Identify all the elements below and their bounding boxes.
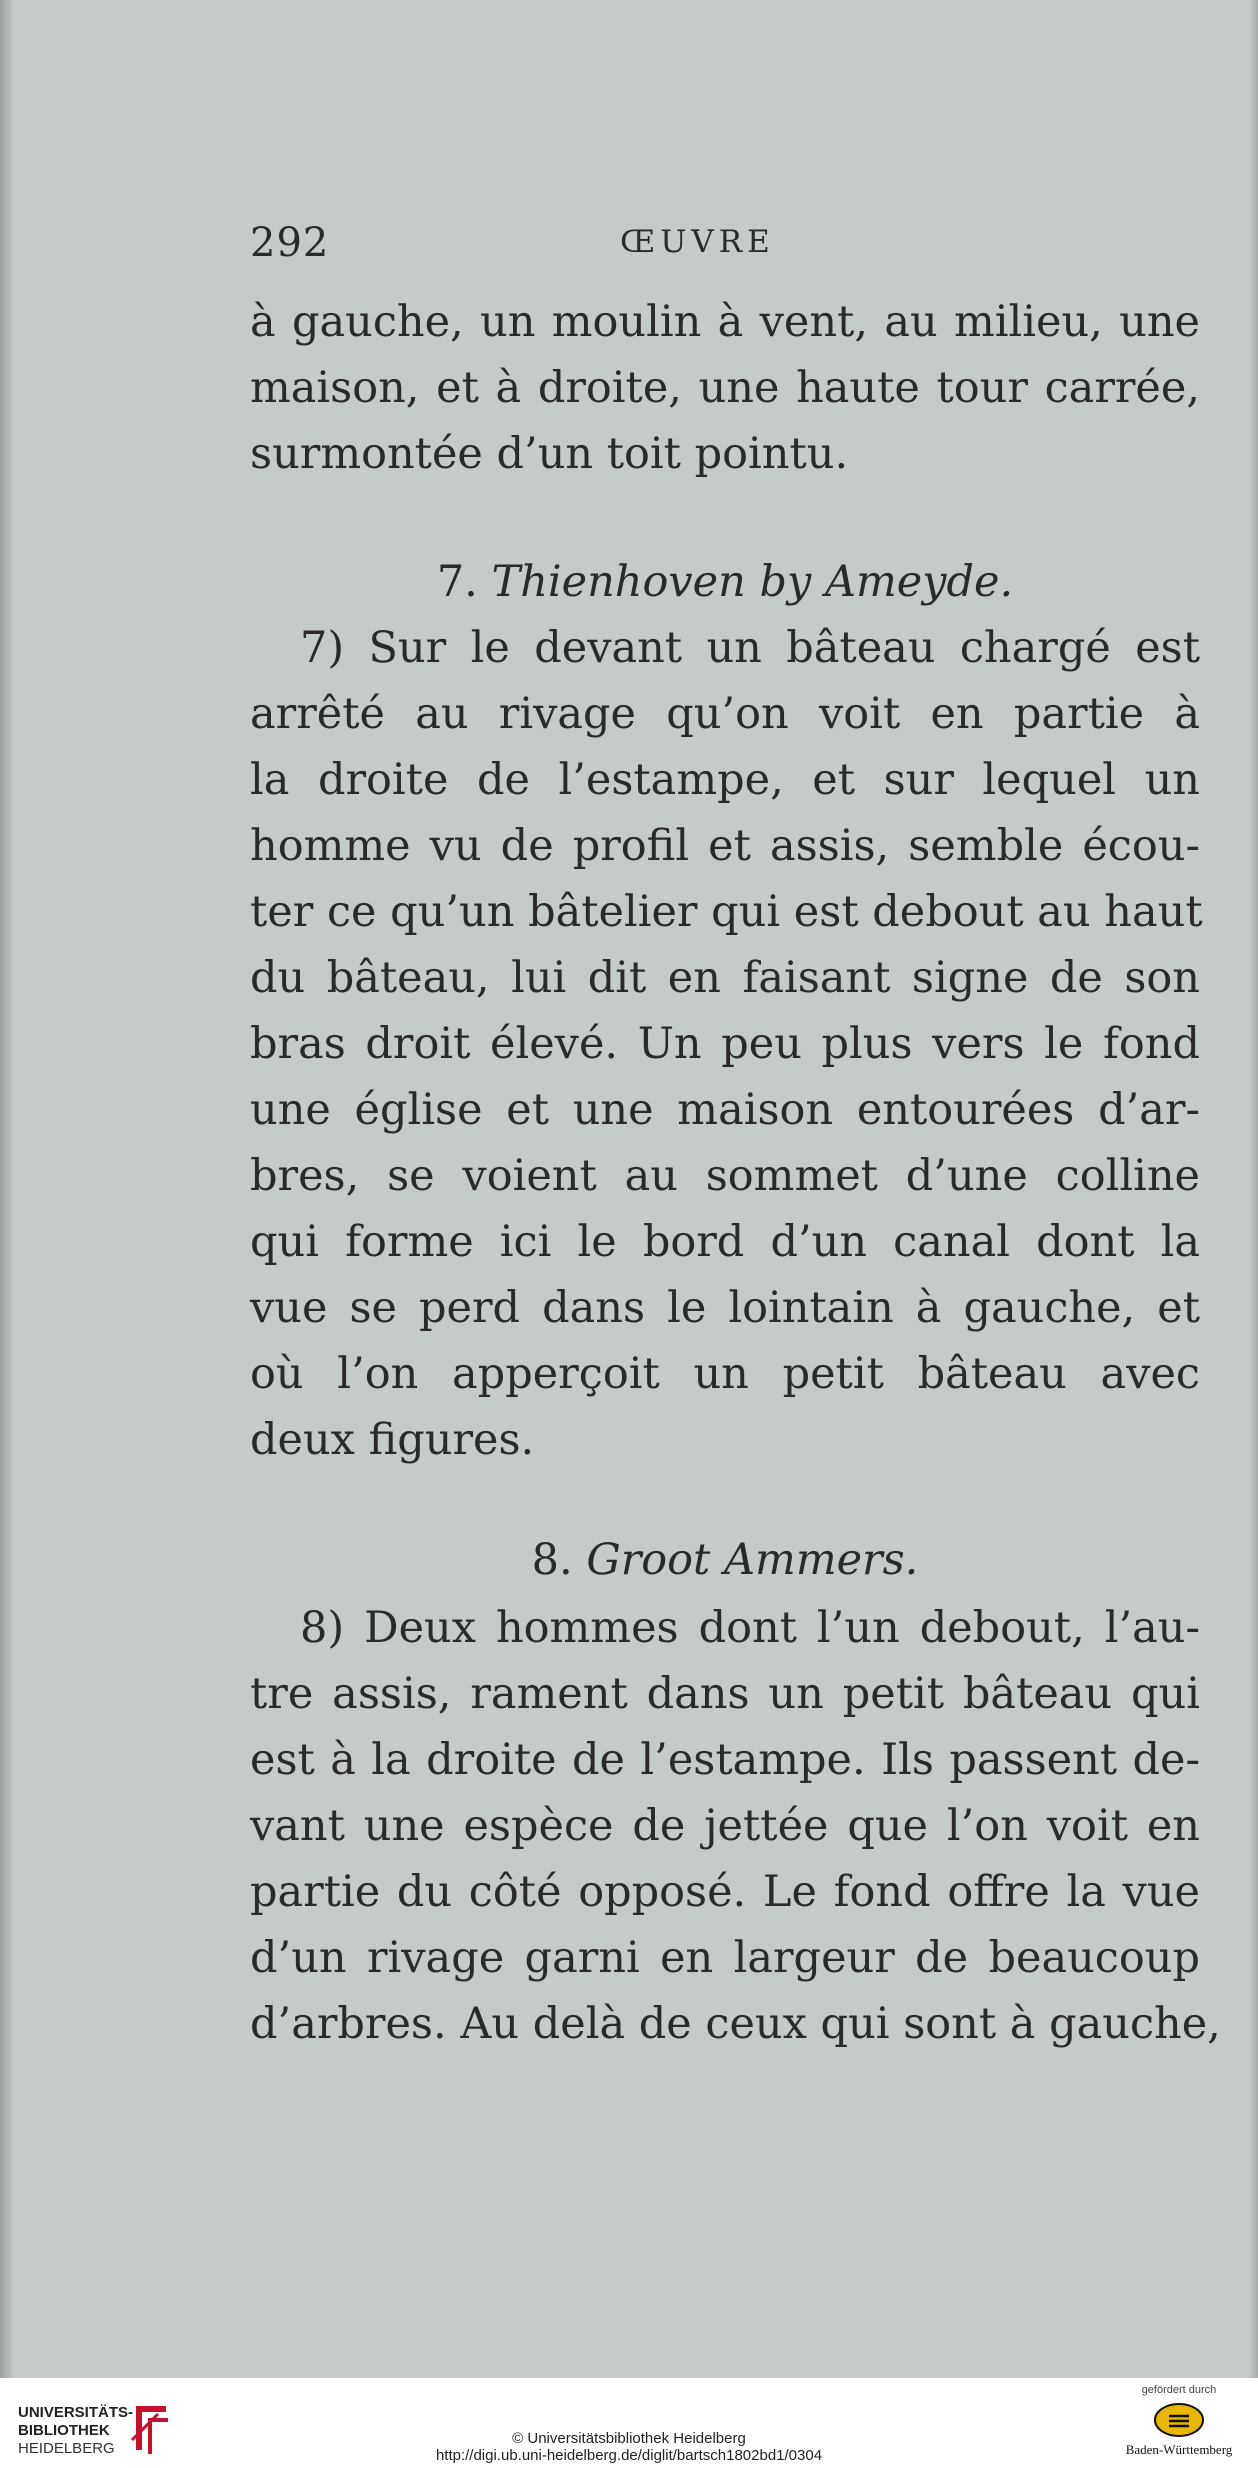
section-title: Groot Ammers. [586, 1535, 919, 1585]
state-emblem-icon [1153, 2402, 1205, 2438]
section-title: Thienhoven by Ameyde. [491, 557, 1014, 607]
text-line: vue se perd dans le lointain à gauche, et [250, 1283, 1200, 1333]
text-line: du bâteau, lui dit en faisant signe de son [250, 953, 1200, 1003]
section-number: 7. [436, 557, 478, 607]
text-line: deux figures. [250, 1415, 535, 1465]
text-line: bres, se voient au sommet d’une colline [250, 1151, 1200, 1201]
page-header [250, 220, 1210, 270]
text-line: vant une espèce de jettée que l’on voit en [250, 1801, 1200, 1851]
funded-by-label: gefördert durch [1141, 2384, 1217, 2396]
viewer-footer [0, 2378, 1258, 2468]
text-line: d’arbres. Au delà de ceux qui sont à gauche, [250, 1999, 1221, 2049]
text-line: arrêté au rivage qu’on voit en partie à [250, 689, 1200, 739]
copyright-text: © Universitätsbibliothek Heidelberg [512, 2430, 746, 2447]
copyright-block [0, 2430, 1258, 2464]
section-heading-7 [250, 552, 1200, 612]
section-heading-8 [250, 1530, 1200, 1590]
text-line: maison, et à droite, une haute tour carrée, [250, 363, 1200, 413]
text-line: la droite de l’estampe, et sur lequel un [250, 755, 1200, 805]
text-line: est à la droite de l’estampe. Ils passent de- [250, 1735, 1200, 1785]
running-head: ŒUVRE [620, 224, 775, 260]
text-line: d’un rivage garni en largeur de beaucoup [250, 1933, 1200, 1983]
text-line: 7) Sur le devant un bâteau chargé est [300, 623, 1200, 673]
funder-name: Baden-Württemberg [1125, 2442, 1233, 2457]
text-line: 8) Deux hommes dont l’un debout, l’au- [300, 1603, 1200, 1653]
permalink[interactable]: http://digi.ub.uni-heidelberg.de/diglit/bartsch1802bd1/0304 [435, 2447, 823, 2464]
text-line: une église et une maison entourées d’ar- [250, 1085, 1200, 1135]
text-line: partie du côté opposé. Le fond offre la vue [250, 1867, 1200, 1917]
library-name-line: UNIVERSITÄTS- [18, 2404, 134, 2421]
text-line: surmontée d’un toit pointu. [250, 429, 849, 479]
section-number: 8. [531, 1535, 573, 1585]
text-line: qui forme ici le bord d’un canal dont la [250, 1217, 1200, 1267]
page-number: 292 [250, 220, 330, 266]
library-name-line: HEIDELBERG [18, 2440, 115, 2457]
funder-block [1114, 2384, 1244, 2458]
library-name-line: BIBLIOTHEK [18, 2422, 110, 2439]
text-line: à gauche, un moulin à vent, au milieu, une [250, 297, 1200, 347]
text-line: tre assis, rament dans un petit bâteau qui [250, 1669, 1200, 1719]
text-line: homme vu de profil et assis, semble écou- [250, 821, 1200, 871]
text-line: bras droit élevé. Un peu plus vers le fond [250, 1019, 1200, 1069]
text-line: ter ce qu’un bâtelier qui est debout au haut [250, 887, 1203, 937]
text-line: où l’on apperçoit un petit bâteau avec [250, 1349, 1200, 1399]
